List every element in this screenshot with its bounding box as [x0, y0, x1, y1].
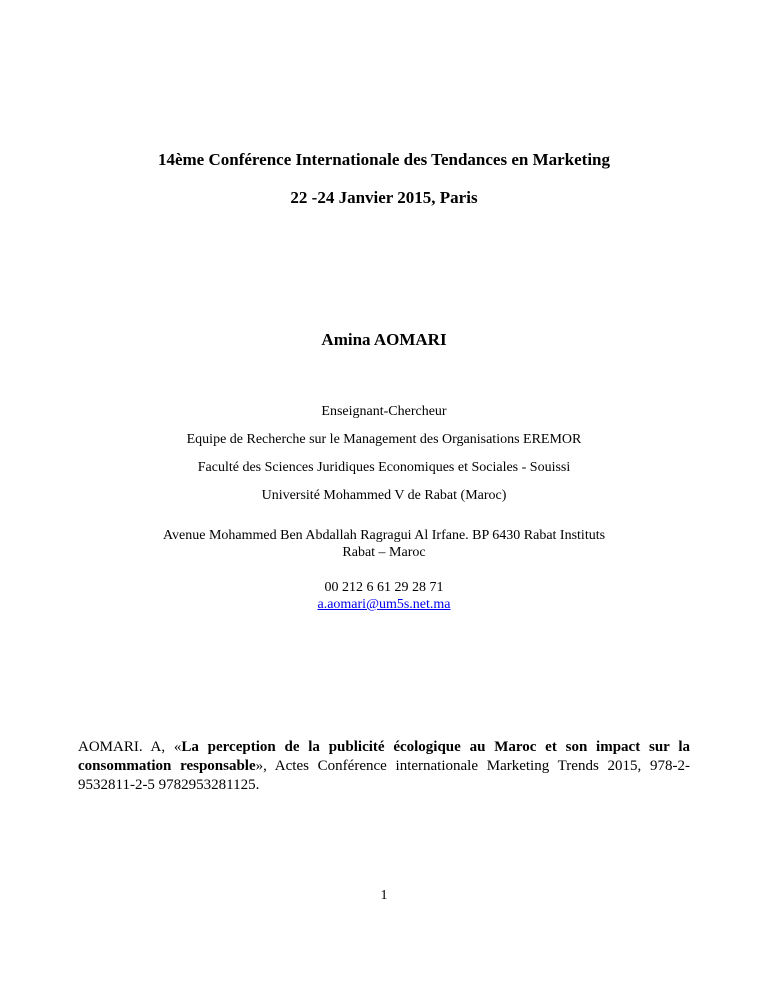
address-line-2: Rabat – Maroc: [342, 545, 426, 560]
email-link[interactable]: a.aomari@um5s.net.ma: [317, 597, 451, 612]
address-line-1: Avenue Mohammed Ben Abdallah Ragragui Al Irfane. BP 6430 Rabat Instituts: [162, 528, 606, 543]
phone-number: 00 212 6 61 29 28 71: [324, 580, 444, 595]
author-name: Amina AOMARI: [321, 330, 447, 349]
conference-title: 14ème Conférence Internationale des Tendances en Marketing: [157, 150, 611, 169]
citation-prefix: AOMARI. A, «: [78, 739, 182, 755]
page-number: 1: [380, 888, 388, 903]
faculty: Faculté des Sciences Juridiques Economiques et Sociales - Souissi: [197, 460, 571, 475]
citation-title: La perception de la publicité écologique au Maroc et son impact sur la consommation responsable: [78, 739, 690, 774]
citation-suffix: », Actes Conférence internationale Marketing Trends 2015, 978-2-9532811-2-5 9782953281125.: [78, 758, 690, 793]
citation: [78, 738, 690, 795]
university: Université Mohammed V de Rabat (Maroc): [261, 488, 507, 503]
email-line: [0, 597, 768, 613]
author-role: Enseignant-Chercheur: [321, 404, 447, 419]
conference-date: 22 -24 Janvier 2015, Paris: [290, 188, 478, 207]
research-team: Equipe de Recherche sur le Management des Organisations EREMOR: [186, 432, 582, 447]
